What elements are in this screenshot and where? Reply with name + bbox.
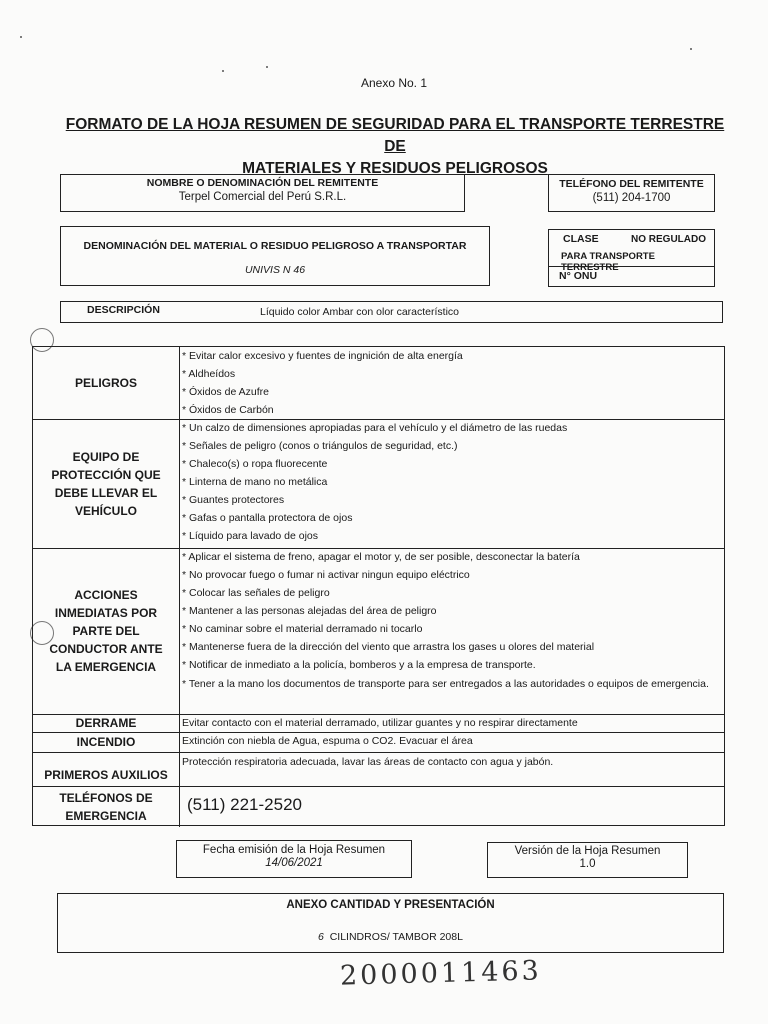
- class-box: [548, 229, 715, 273]
- sender-box: [60, 174, 465, 212]
- issue-date-box: [176, 840, 412, 878]
- description-box: [60, 301, 723, 323]
- spill-row: [33, 714, 724, 733]
- sender-phone-value: (511) 204-1700: [592, 192, 671, 204]
- actions-list: [179, 548, 724, 714]
- quantity-number: 6: [318, 931, 324, 943]
- list-item: * No caminar sobre el material derramado ni tocarlo: [182, 623, 423, 635]
- list-item: * Guantes protectores: [182, 494, 285, 506]
- equipment-label: EQUIPO DE PROTECCIÓN QUE DEBE LLEVAR EL VEHÍCULO: [33, 419, 180, 548]
- actions-label: ACCIONES INMEDIATAS POR PARTE DEL CONDUCTOR ANTE LA EMERGENCIA: [33, 548, 180, 714]
- title-line-2: MATERIALES Y RESIDUOS PELIGROSOS: [242, 160, 548, 177]
- list-item: * Óxidos de Carbón: [182, 404, 274, 416]
- list-item: * No provocar fuego o fumar ni activar ningun equipo eléctrico: [182, 569, 470, 581]
- safety-table: [32, 346, 725, 826]
- scan-speck: [20, 36, 22, 38]
- sender-value: Terpel Comercial del Perú S.R.L.: [178, 191, 347, 203]
- sender-phone-label: TELÉFONO DEL REMITENTE: [559, 178, 704, 190]
- quantity-presentation: CILINDROS/ TAMBOR 208L: [329, 931, 463, 943]
- spill-value: Evitar contacto con el material derramado, utilizar guantes y no respirar directamente: [182, 717, 578, 729]
- description-label: DESCRIPCIÓN: [87, 304, 160, 316]
- first-aid-label: PRIMEROS AUXILIOS: [33, 752, 180, 786]
- fire-value: Extinción con niebla de Agua, espuma o CO2. Evacuar el área: [182, 735, 473, 747]
- handwritten-number: 2000011463: [339, 955, 543, 992]
- list-item: * Evitar calor excesivo y fuentes de ingnición de alta energía: [182, 350, 463, 362]
- emergency-phone-row: [33, 786, 724, 827]
- list-item: * Notificar de inmediato a la policía, bomberos y a la empresa de transporte.: [182, 659, 536, 671]
- emergency-phone-label: TELÉFONOS DE EMERGENCIA: [33, 786, 180, 827]
- fire-row: [33, 732, 724, 753]
- hazards-row: [33, 347, 724, 420]
- class-value-line2: PARA TRANSPORTE TERRESTRE: [561, 251, 655, 273]
- list-item: * Chaleco(s) o ropa fluorecente: [182, 458, 328, 470]
- first-aid-row: [33, 752, 724, 787]
- material-value: UNIVIS N 46: [244, 264, 306, 276]
- emergency-phone-value: (511) 221-2520: [187, 795, 302, 814]
- annex-number: Anexo No. 1: [360, 76, 428, 90]
- issue-date-value: 14/06/2021: [265, 857, 323, 869]
- list-item: * Óxidos de Azufre: [182, 386, 269, 398]
- equipment-list: [179, 419, 724, 548]
- list-item: * Aplicar el sistema de freno, apagar el motor y, de ser posible, desconectar la batería: [182, 551, 580, 563]
- hazards-label: PELIGROS: [33, 347, 180, 419]
- list-item: * Mantener a las personas alejadas del área de peligro: [182, 605, 437, 617]
- sender-phone-box: [548, 174, 715, 212]
- sender-label: NOMBRE O DENOMINACIÓN DEL REMITENTE: [146, 177, 379, 189]
- list-item: * Gafas o pantalla protectora de ojos: [182, 512, 353, 524]
- list-item: * Mantenerse fuera de la dirección del viento que arrastra los gases u olores del material: [182, 641, 595, 653]
- quantity-annex-label: ANEXO CANTIDAD Y PRESENTACIÓN: [286, 899, 495, 911]
- issue-date-label: Fecha emisión de la Hoja Resumen: [202, 844, 386, 856]
- document-title: [60, 114, 730, 180]
- list-item: * Colocar las señales de peligro: [182, 587, 330, 599]
- list-item: * Linterna de mano no metálica: [182, 476, 328, 488]
- un-number-label: N° ONU: [559, 270, 598, 282]
- first-aid-value: Protección respiratoria adecuada, lavar las áreas de contacto con agua y jabón.: [182, 756, 554, 768]
- list-item: * Aldheídos: [182, 368, 236, 380]
- fire-label: INCENDIO: [33, 732, 180, 752]
- hazards-list: [179, 347, 724, 419]
- material-box: [60, 226, 490, 286]
- description-value: Líquido color Ambar con olor característico: [260, 306, 460, 318]
- equipment-row: [33, 419, 724, 549]
- list-item: * Líquido para lavado de ojos: [182, 530, 319, 542]
- un-number-box: [548, 266, 715, 287]
- material-label: DENOMINACIÓN DEL MATERIAL O RESIDUO PELIGROSO A TRANSPORTAR: [83, 240, 467, 252]
- version-value: 1.0: [579, 858, 596, 870]
- list-item: * Tener a la mano los documentos de transporte para ser entregados a las autoridades o equipos de emergencia.: [182, 678, 709, 690]
- title-line-1: FORMATO DE LA HOJA RESUMEN DE SEGURIDAD PARA EL TRANSPORTE TERRESTRE DE: [65, 116, 725, 155]
- list-item: * Un calzo de dimensiones apropiadas para el vehículo y el diámetro de las ruedas: [182, 422, 568, 434]
- class-value-line1: NO REGULADO: [631, 234, 706, 245]
- version-box: [487, 842, 688, 878]
- scan-speck: [222, 70, 224, 72]
- version-label: Versión de la Hoja Resumen: [514, 845, 661, 857]
- quantity-annex-box: [57, 893, 724, 953]
- spill-label: DERRAME: [33, 714, 180, 732]
- scan-speck: [266, 66, 268, 68]
- class-label: CLASE: [563, 233, 599, 245]
- list-item: * Señales de peligro (conos o triángulos de seguridad, etc.): [182, 440, 458, 452]
- actions-row: [33, 548, 724, 715]
- scan-speck: [690, 48, 692, 50]
